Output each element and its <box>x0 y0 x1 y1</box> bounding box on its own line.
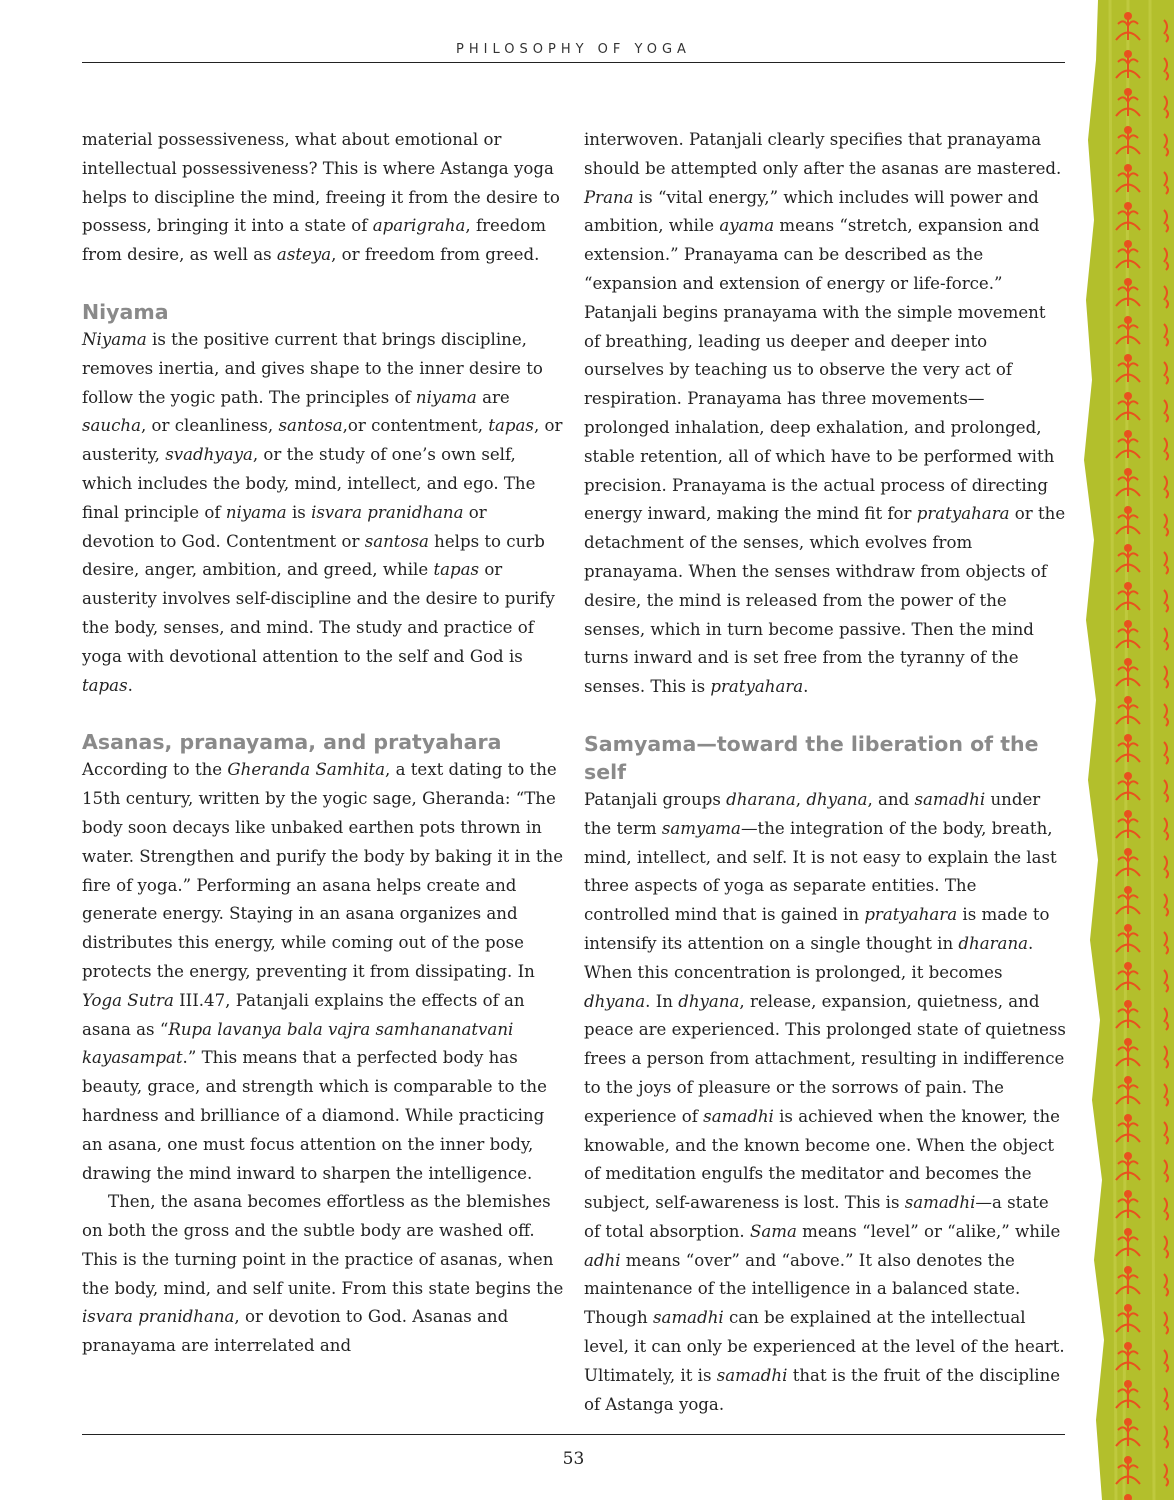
paragraph-niyama: Niyama is the positive current that brings discipline, removes inertia, and gives shape to the inner desire to follow the yogic path. The principles of niyama are saucha, or cleanliness, santosa,or contentment, tapas, or austerity, svadhyaya, or the study of one’s own self, which includes the body, mind, intellect, and ego. The final principle of niyama is isvara pranidhana or devotion to God. Contentment or santosa helps to curb desire, anger, ambition, and greed, while tapas or austerity involves self-discipline and the desire to purify the body, senses, and mind. The study and practice of yoga with devotional attention to the self and God is tapas. <box>82 329 563 695</box>
running-head: PHILOSOPHY OF YOGA <box>456 42 691 57</box>
footer-rule <box>82 1434 1065 1435</box>
paragraph-pranayama: interwoven. Patanjali clearly specifies that pranayama should be attempted only after the asanas are mastered. Prana is “vital energy,” which includes will power and ambition, while ayama means “stretch, expansion and extension.” Pranayama can be described as the “expansion and extension of energy or life-force.” Patanjali begins pranayama with the simple movement of breathing, leading us deeper and deeper into ourselves by teaching us to observe the very act of respiration. Pranayama has three movements—prolonged inhalation, deep exhalation, and prolonged, stable retention, all of which have to be performed with precision. Pranayama is the actual process of directing energy inward, making the mind fit for pratyahara or the detachment of the senses, which evolves from pranayama. When the senses withdraw from objects of desire, the mind is released from the power of the senses, which in turn become passive. Then the mind turns inward and is set free from the tyranny of the senses. This is pratyahara. <box>584 130 1066 697</box>
paragraph-samyama: Patanjali groups dharana, dhyana, and samadhi under the term samyama—the integration of the body, breath, mind, intellect, and self. It is not easy to explain the last three aspects of yoga as separate entities. The controlled mind that is gained in pratyahara is made to intensify its attention on a single thought in dharana. When this concentration is prolonged, it becomes dhyana. In dhyana, release, expansion, quietness, and peace are experienced. This prolonged state of quietness frees a person from attachment, resulting in indifference to the joys of pleasure or the sorrows of pain. The experience of samadhi is achieved when the knower, the knowable, and the known become one. When the object of meditation engulfs the meditator and becomes the subject, self-awareness is lost. This is samadhi—a state of total absorption. Sama means “level” or “alike,” while adhi means “over” and “above.” It also denotes the maintenance of the intelligence in a balanced state. Though samadhi can be explained at the intellectual level, it can only be experienced at the level of the heart. Ultimately, it is samadhi that is the fruit of the discipline of Astanga yoga. <box>584 789 1066 1414</box>
right-column <box>584 126 1066 1419</box>
page-number: 53 <box>562 1449 585 1469</box>
paragraph: material possessiveness, what about emotional or intellectual possessiveness? This is where Astanga yoga helps to discipline the mind, freeing it from the desire to possess, bringing it into a state of aparigraha, freedom from desire, as well as asteya, or freedom from greed. <box>82 130 560 265</box>
heading-samyama: Samyama—toward the liberation of the self <box>584 731 1039 784</box>
paragraph-asanas: According to the Gheranda Samhita, a text dating to the 15th century, written by the yogic sage, Gheranda: “The body soon decays like unbaked earthen pots thrown in water. Strengthen and purify the body by baking it in the fire of yoga.” Performing an asana helps create and generate energy. Staying in an asana organizes and distributes this energy, while coming out of the pose protects the energy, preventing it from dissipating. In Yoga Sutra III.47, Patanjali explains the effects of an asana as “Rupa lavanya bala vajra samhananatvani kayasampat.” This means that a perfected body has beauty, grace, and strength which is comparable to the hardness and brilliance of a diamond. While practicing an asana, one must focus attention on the inner body, drawing the mind inward to sharpen the intelligence. <box>82 760 564 1183</box>
paragraph-asanas-continued: Then, the asana becomes effortless as the blemishes on both the gross and the subtle body are washed off. This is the turning point in the practice of asanas, when the body, mind, and self unite. From this state begins the isvara pranidhana, or devotion to God. Asanas and pranayama are interrelated and <box>82 1192 564 1356</box>
left-column <box>82 126 564 1361</box>
header-rule <box>82 62 1065 63</box>
decorative-border <box>1080 0 1174 1500</box>
heading-niyama: Niyama <box>82 299 169 324</box>
heading-asanas: Asanas, pranayama, and pratyahara <box>82 730 502 755</box>
